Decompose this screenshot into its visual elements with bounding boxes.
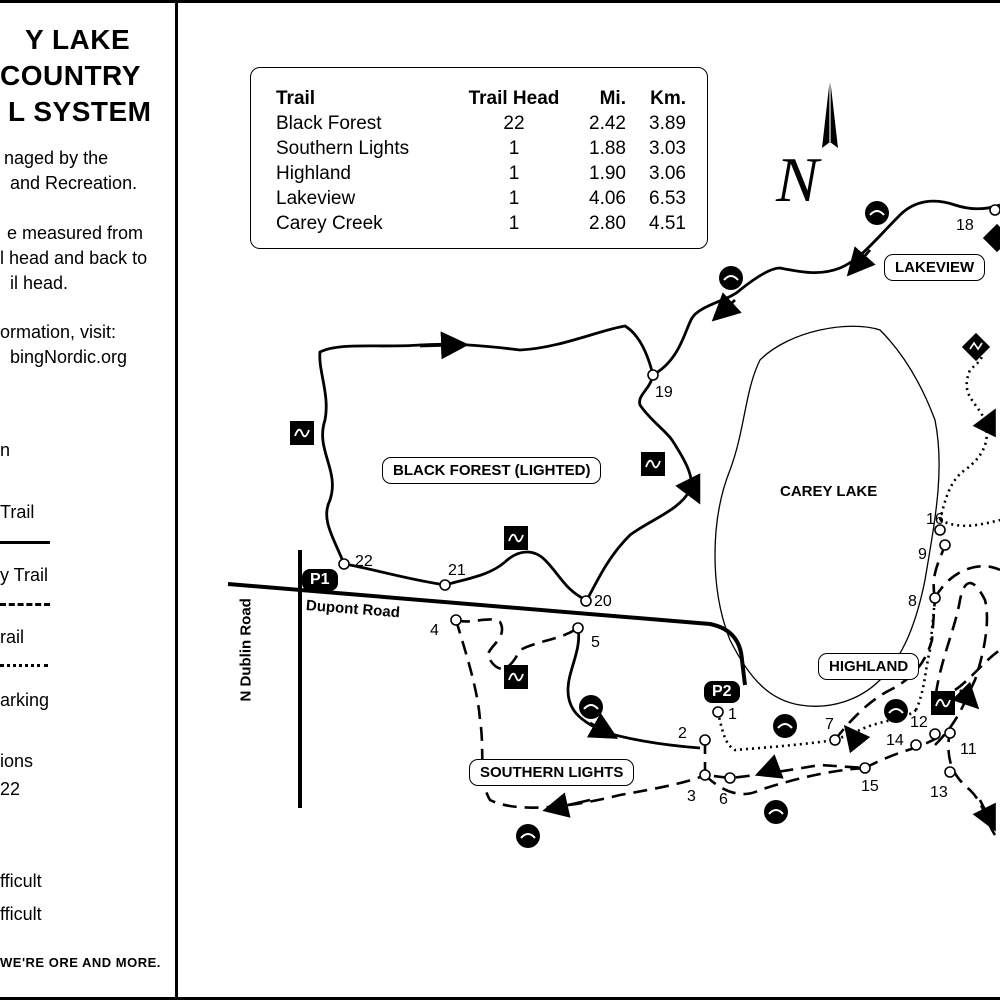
sidebar-panel [0,0,175,1000]
junction-label-14: 14 [886,732,904,749]
legend-dotted-line [0,664,48,667]
moderate-icon [504,526,528,550]
cell-head: 1 [508,137,520,159]
table-row [276,211,686,236]
measured-text [0,221,147,296]
junction-2 [700,735,710,745]
junction-label-18: 18 [956,217,974,234]
junction-label-21: 21 [448,562,466,579]
junction-21 [440,580,450,590]
parking-p2[interactable]: P2 [704,681,740,703]
junction-label-5: 5 [591,634,600,651]
trail-table-box [250,67,708,249]
table-row [276,136,686,161]
junction-20 [581,596,591,606]
title-line-3: L SYSTEM [8,96,152,127]
cell-km: 6.53 [649,187,686,209]
junction-label-3: 3 [687,788,696,805]
arrow-dotted [985,420,990,430]
junction-label-15: 15 [861,778,879,795]
highland-trail [705,545,1000,835]
parking-p1[interactable]: P1 [302,569,338,591]
easy-icon [579,695,603,719]
col-mi: Mi. [599,87,626,109]
moderate-icon [641,452,665,476]
legend-rail-label: rail [0,627,25,647]
cell-name: Highland [276,162,351,184]
junction-label-13: 13 [930,784,948,801]
junction-3 [700,770,710,780]
cell-km: 4.51 [649,212,686,234]
junction-4 [451,615,461,625]
managed-line-1: naged by the [4,148,109,168]
junction-19 [648,370,658,380]
arrow-black-forest-north [420,345,455,346]
label-black-forest[interactable]: BLACK FOREST (LIGHTED) [382,457,601,484]
label-dublin-road: N Dublin Road [237,598,255,702]
measured-line-3: il head. [10,273,69,293]
north-letter: N [776,144,819,215]
cell-head: 1 [508,162,520,184]
col-trail: Trail [276,87,316,109]
table-row [276,111,686,136]
legend-trail-label: Trail [0,502,35,522]
junction-11 [945,728,955,738]
trail-table [276,86,686,236]
cell-name: Southern Lights [276,137,410,159]
difficult-icon [962,333,990,361]
junction-9 [940,540,950,550]
label-southern-lights[interactable]: SOUTHERN LIGHTS [469,759,634,786]
junction-13 [945,767,955,777]
junction-label-22: 22 [355,553,373,570]
label-highland[interactable]: HIGHLAND [818,653,919,680]
legend-solid-line [0,541,50,544]
cell-mi: 1.88 [589,137,626,159]
junction-15 [860,763,870,773]
measured-line-2: l head and back to [0,248,148,268]
difficult-icon [983,224,1000,252]
carey-lake-shoreline [715,326,939,706]
junction-label-11: 11 [960,741,977,758]
junction-label-19: 19 [655,384,673,401]
junction-8 [930,593,940,603]
legend-junction-number: 22 [0,779,21,799]
legend-dashed-line [0,603,50,606]
junction-label-20: 20 [594,593,612,610]
moderate-icon [931,691,955,715]
easy-difficulty-icons [516,201,908,848]
cell-head: 1 [508,212,520,234]
junction-label-8: 8 [908,593,917,610]
junction-6 [725,773,735,783]
arrow-lakeview-1 [722,300,735,312]
cell-head: 22 [503,112,525,134]
easy-icon [516,824,540,848]
managed-text [0,146,137,196]
footer-slogan: WE'RE ORE AND MORE. [0,955,161,970]
junction-22 [339,559,349,569]
legend-parking-label: arking [0,690,50,710]
junction-label-16: 16 [926,511,944,528]
website-link[interactable]: bingNordic.org [10,347,128,367]
cell-mi: 1.90 [589,162,626,184]
cell-mi: 4.06 [589,187,626,209]
junction-label-1: 1 [728,706,737,723]
cell-head: 1 [508,187,520,209]
table-header-row [276,86,686,111]
cell-mi: 2.80 [589,212,626,234]
col-km: Km. [650,87,686,109]
map-title [0,22,175,130]
cell-mi: 2.42 [589,112,626,134]
moderate-icon [504,665,528,689]
legend-fragment-n: n [0,440,11,460]
junction-markers [339,205,1000,783]
title-line-1: Y LAKE [25,24,131,55]
junction-14 [911,740,921,750]
easy-icon [773,714,797,738]
difficult-icons [962,224,1000,361]
cell-km: 3.03 [649,137,686,159]
legend-ski-trail-label: y Trail [0,565,49,585]
junction-18 [990,205,1000,215]
trail-map [178,3,1000,997]
junction-label-9: 9 [918,546,927,563]
moderate-icon [290,421,314,445]
table-row [276,161,686,186]
junction-label-6: 6 [719,791,728,808]
label-lakeview[interactable]: LAKEVIEW [884,254,985,281]
easy-icon [865,201,889,225]
north-arrow [822,78,838,148]
junction-label-2: 2 [678,725,687,742]
label-carey-lake: CAREY LAKE [780,483,878,500]
title-line-2: COUNTRY [0,60,141,91]
label-dupont-road: Dupont Road [305,597,401,622]
arrow-highland-2 [767,768,775,771]
easy-icon [719,266,743,290]
info-line-1: ormation, visit: [0,322,117,342]
table-row [276,186,686,211]
arrow-southern-lights [555,800,590,808]
junction-7 [830,735,840,745]
easy-icon [884,699,908,723]
junction-label-7: 7 [825,716,834,733]
easy-icon [764,800,788,824]
managed-line-2: and Recreation. [10,173,138,193]
arrow-highland-1 [852,735,860,745]
arrow-highland-4 [960,690,970,700]
cell-km: 3.89 [649,112,686,134]
junction-12 [930,729,940,739]
junction-5 [573,623,583,633]
junction-label-4: 4 [430,622,439,639]
cell-name: Carey Creek [276,212,383,234]
cell-name: Lakeview [276,187,356,209]
legend-junctions-label: ions [0,751,34,771]
cell-name: Black Forest [276,112,382,134]
legend-difficult-1: fficult [0,871,42,891]
measured-line-1: e measured from [7,223,144,243]
junction-label-12: 12 [910,714,928,731]
col-trail-head: Trail Head [468,87,560,109]
cell-km: 3.06 [649,162,686,184]
junction-1 [713,707,723,717]
legend-difficult-2: fficult [0,904,42,924]
info-text [0,320,127,370]
